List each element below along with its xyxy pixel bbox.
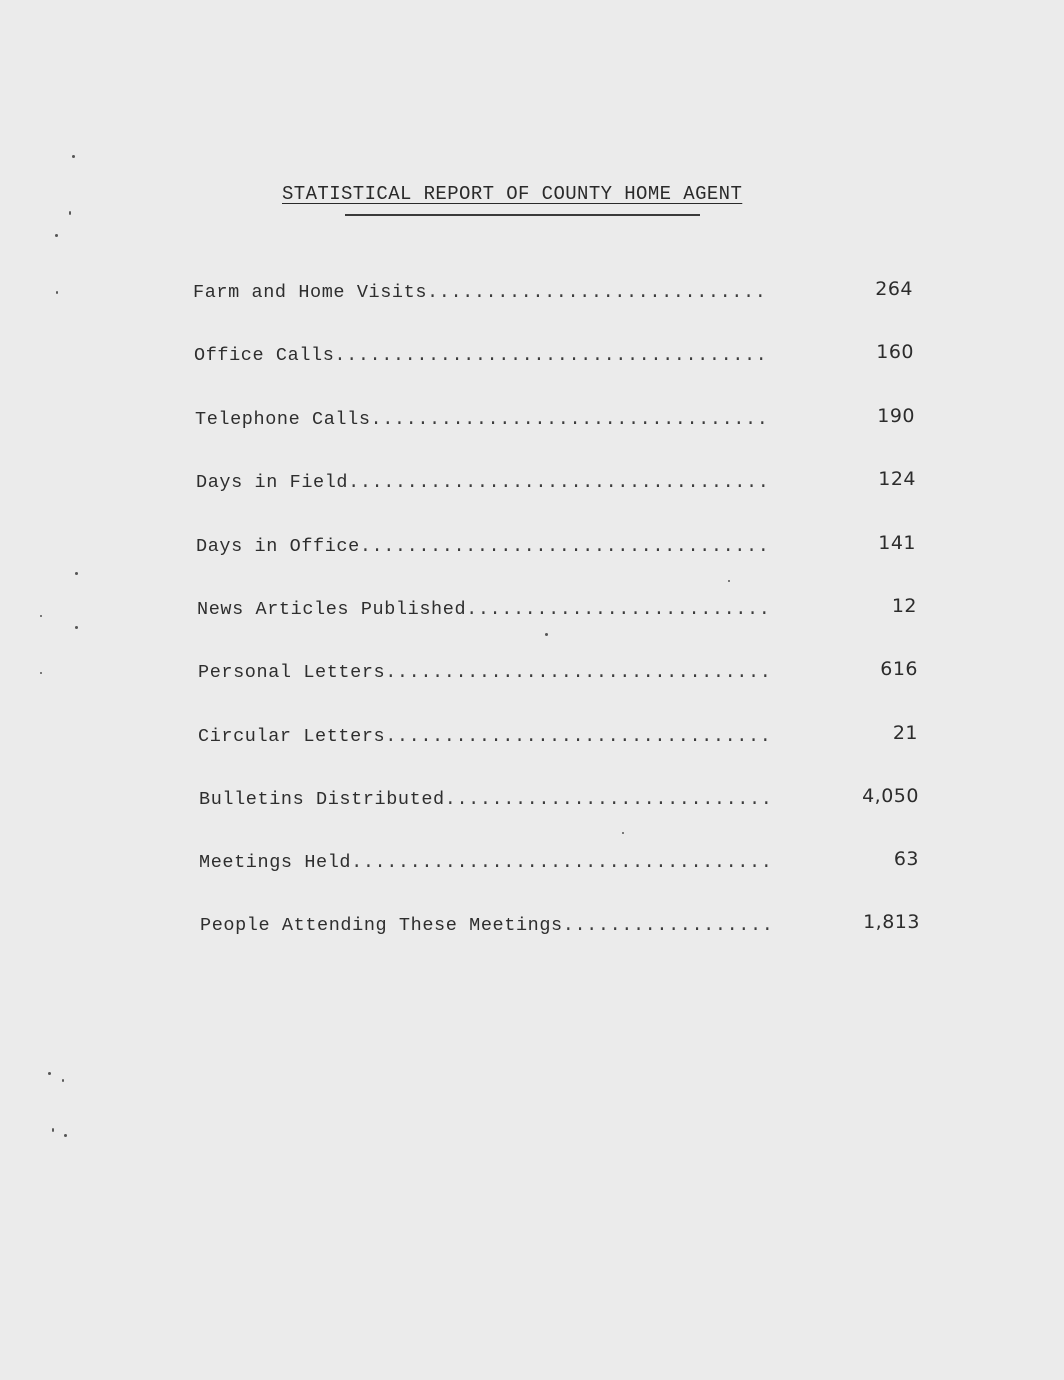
stat-value: 141: [878, 532, 916, 554]
scan-speck: [728, 580, 730, 582]
leader-dots: .....................................: [334, 345, 768, 366]
leader-dots: .................................: [385, 662, 772, 683]
stat-label-line: [193, 282, 793, 303]
stat-value: 21: [892, 722, 918, 744]
scan-speck: [72, 155, 75, 158]
stat-row: [195, 405, 915, 439]
stat-row: [197, 595, 917, 629]
stat-value: 264: [875, 278, 913, 300]
stat-label-line: [196, 472, 796, 493]
scan-speck: [62, 1079, 64, 1082]
scan-speck: [75, 572, 78, 575]
stat-row: [196, 468, 916, 502]
stat-label: Days in Field: [196, 472, 349, 493]
stat-value: 12: [891, 595, 917, 617]
report-title: STATISTICAL REPORT OF COUNTY HOME AGENT: [282, 183, 743, 205]
leader-dots: .............................: [427, 282, 767, 303]
stat-label: Farm and Home Visits: [193, 282, 428, 303]
stat-row: [200, 911, 920, 945]
leader-dots: ..........................: [466, 599, 771, 620]
scan-speck: [69, 211, 71, 215]
stat-label-line: [195, 409, 795, 430]
scan-speck: [622, 832, 624, 834]
leader-dots: ............................: [444, 789, 773, 810]
leader-dots: ...................................: [359, 536, 770, 557]
stat-value: 616: [880, 658, 918, 680]
stat-label: Bulletins Distributed: [199, 789, 445, 810]
stat-value: 1,813: [863, 911, 920, 933]
stat-label: Personal Letters: [198, 662, 386, 683]
stat-row: [198, 722, 918, 756]
scan-speck: [40, 615, 42, 617]
stat-label: Days in Office: [196, 536, 360, 557]
scan-speck: [545, 633, 548, 636]
stat-row: [194, 341, 914, 375]
stat-value: 160: [876, 341, 914, 363]
leader-dots: .................................: [385, 726, 772, 747]
stat-label-line: [197, 599, 797, 620]
stat-value: 124: [878, 468, 916, 490]
stat-label: People Attending These Meetings: [200, 915, 563, 936]
report-title-block: [282, 183, 742, 205]
stat-label: Circular Letters: [198, 726, 386, 747]
scan-speck: [75, 626, 78, 629]
stat-label-line: [200, 915, 800, 936]
scan-speck: [56, 291, 58, 294]
stat-value: 190: [877, 405, 915, 427]
scan-speck: [52, 1128, 54, 1132]
stat-row: [196, 532, 916, 566]
stat-label: Telephone Calls: [195, 409, 371, 430]
leader-dots: ....................................: [351, 852, 773, 873]
stat-row: [198, 658, 918, 692]
scan-speck: [40, 672, 42, 674]
stat-label-line: [196, 536, 796, 557]
scan-speck: [48, 1072, 51, 1075]
stat-label-line: [198, 662, 798, 683]
leader-dots: ....................................: [348, 472, 770, 493]
stat-label-line: [199, 789, 799, 810]
stat-label-line: [199, 852, 799, 873]
stat-label-line: [194, 345, 794, 366]
stat-label: Office Calls: [194, 345, 335, 366]
leader-dots: ..................................: [370, 409, 769, 430]
stat-value: 4,050: [862, 785, 919, 807]
leader-dots: ..................: [562, 915, 774, 936]
stat-row: [193, 278, 913, 312]
stat-label: News Articles Published: [197, 599, 467, 620]
stat-label-line: [198, 726, 798, 747]
scan-speck: [64, 1134, 67, 1137]
stat-row: [199, 848, 919, 882]
stat-row: [199, 785, 919, 819]
scan-speck: [55, 234, 58, 237]
stat-value: 63: [893, 848, 919, 870]
stat-label: Meetings Held: [199, 852, 352, 873]
title-double-underline: [345, 214, 700, 216]
